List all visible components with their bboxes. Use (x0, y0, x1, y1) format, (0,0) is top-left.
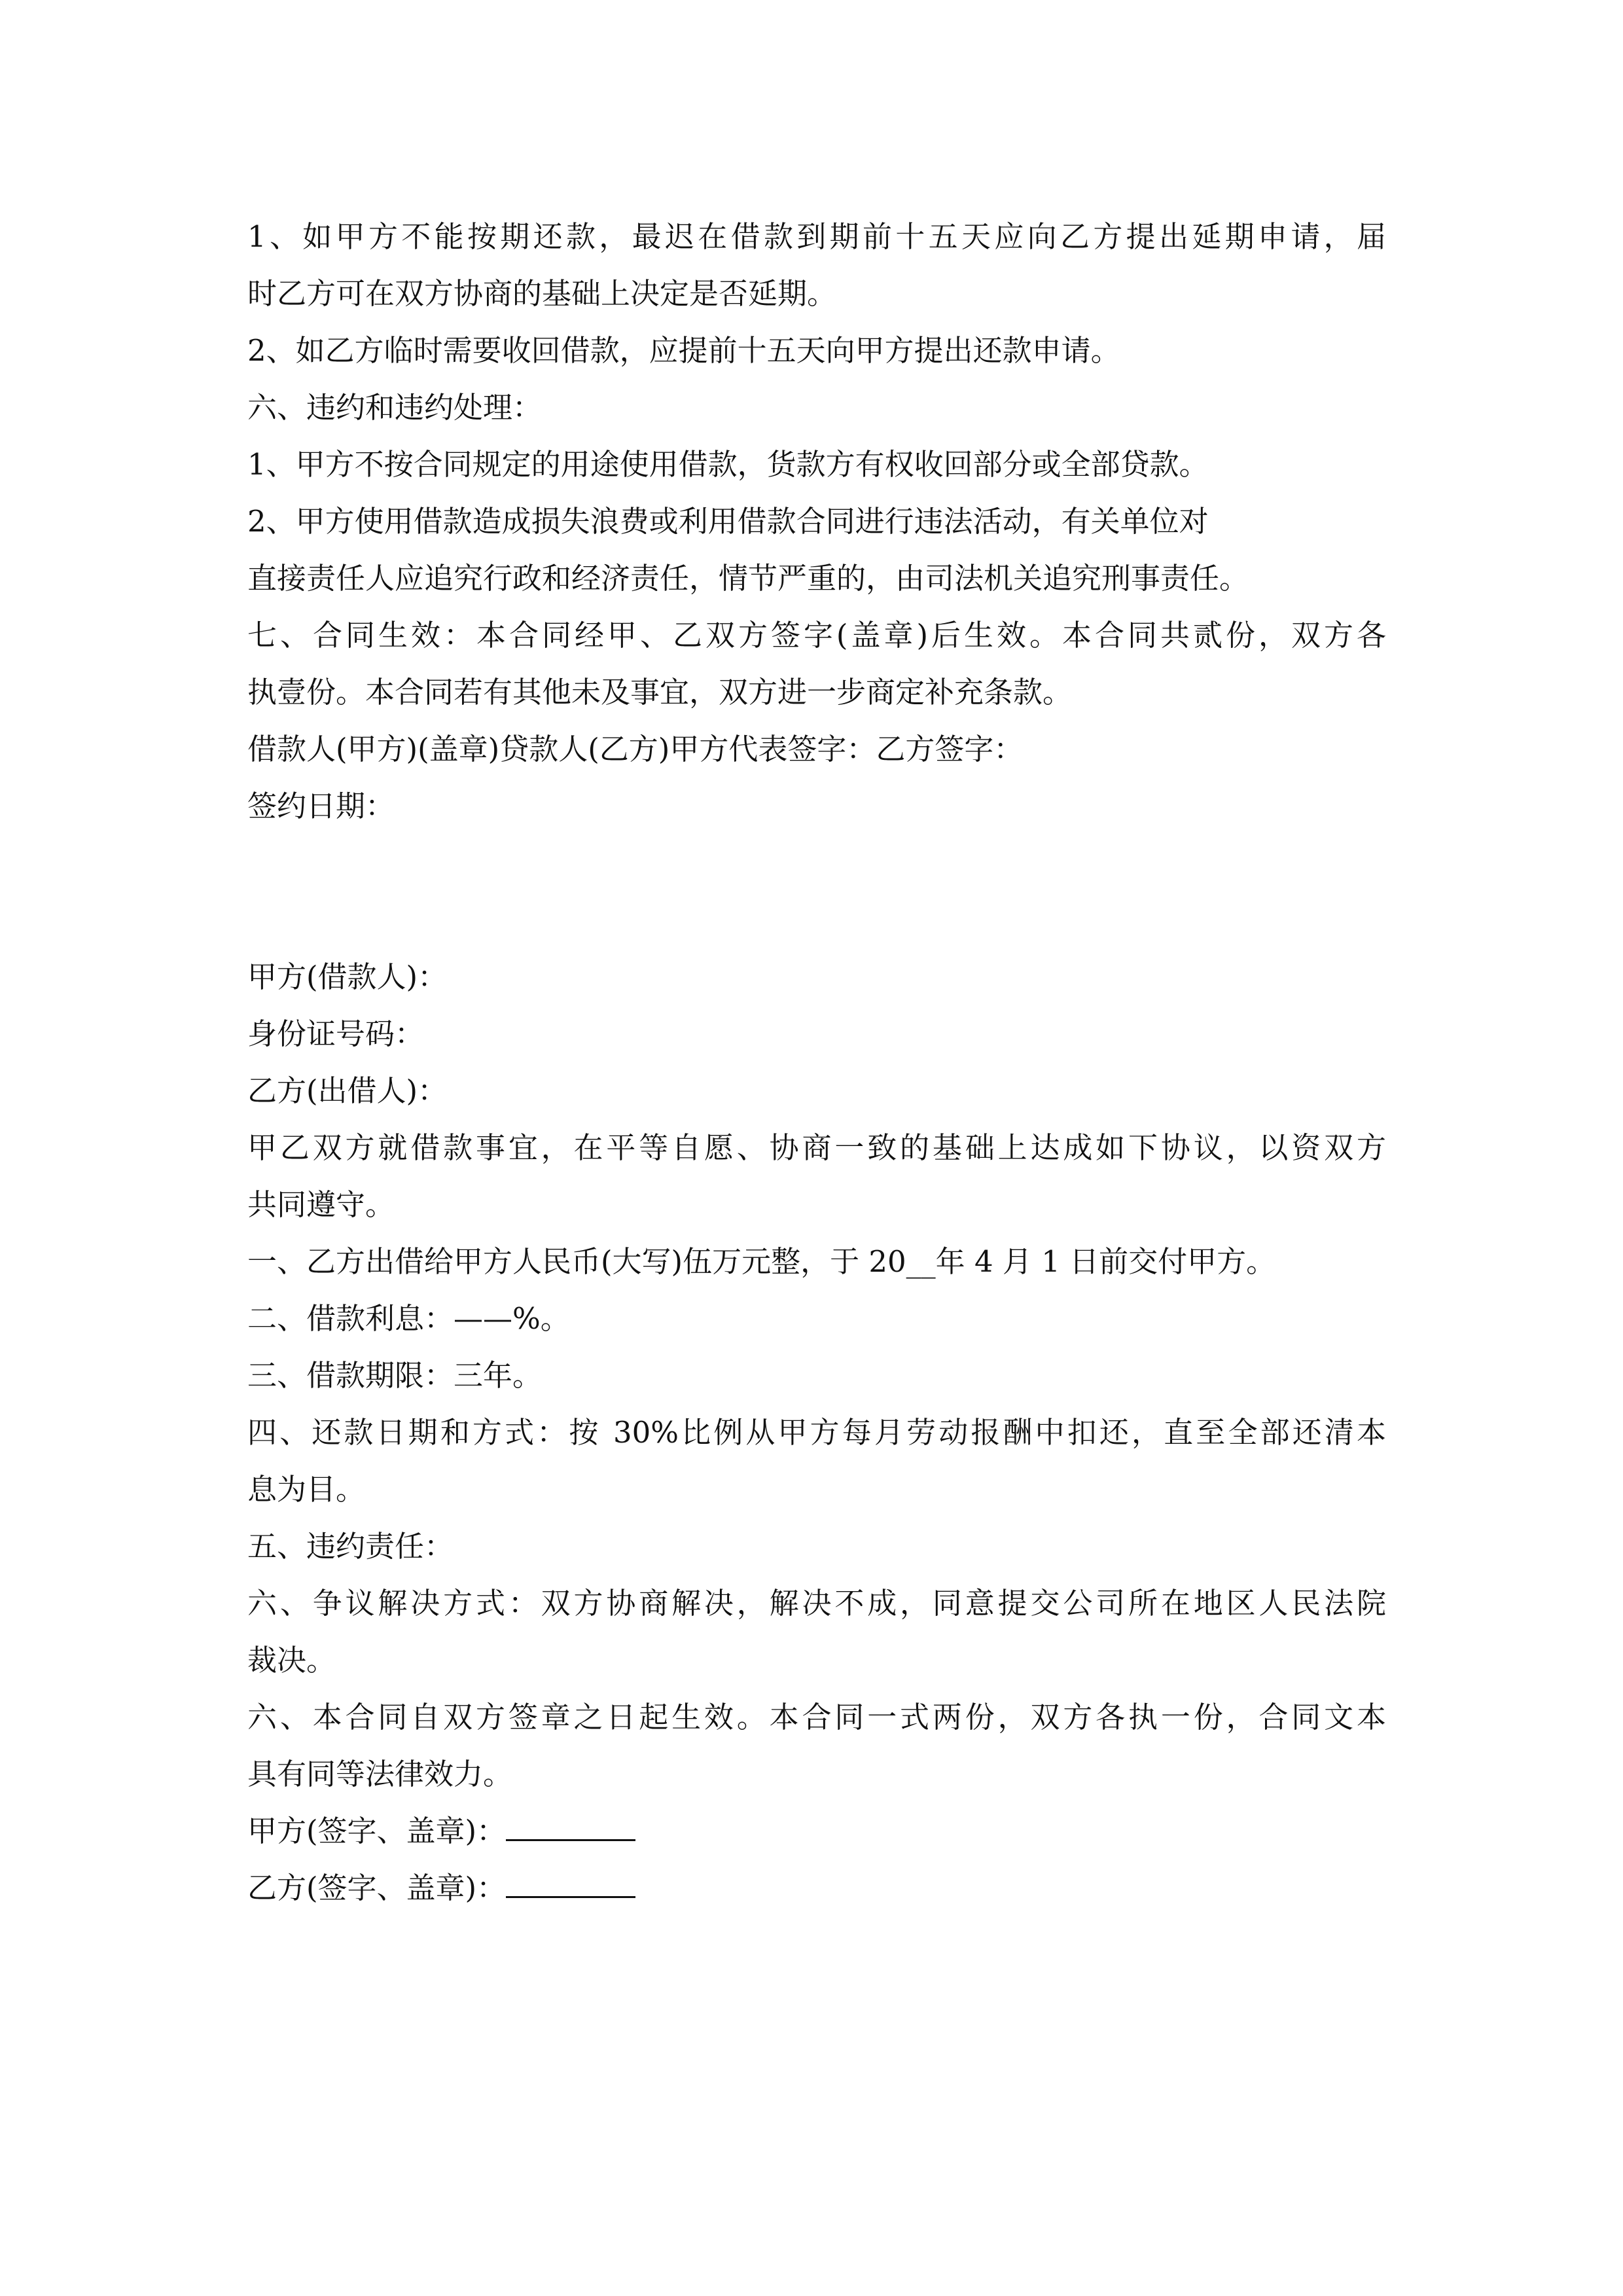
clause-loan-amount (247, 1233, 1386, 1290)
clause-term (247, 1347, 1386, 1404)
text-line: 甲乙双方就借款事宜，在平等自愿、协商一致的基础上达成如下协议，以资双方 (247, 1130, 1386, 1165)
clause-effectiveness (247, 1689, 1386, 1803)
clause-dispute (247, 1575, 1386, 1689)
field-party-a (247, 948, 1386, 1005)
contract-body (247, 208, 1386, 1916)
signature-party-b (247, 1859, 1386, 1916)
signature-label: 甲方(签字、盖章)： (247, 1814, 507, 1848)
paragraph-liability (247, 493, 1386, 607)
signature-label: 乙方(签字、盖章)： (247, 1871, 507, 1905)
field-id-number (247, 1005, 1386, 1062)
signature-blank-line[interactable] (506, 1865, 635, 1898)
paragraph-agreement (247, 1119, 1386, 1233)
section-gap (247, 834, 1386, 948)
text-line: 具有同等法律效力。 (247, 1757, 513, 1791)
text-line: 签约日期： (247, 789, 395, 823)
text-line: 七、合同生效：本合同经甲、乙双方签字(盖章)后生效。本合同共贰份，双方各 (247, 618, 1386, 653)
text-line: 五、违约责任： (247, 1529, 454, 1564)
text-line: 时乙方可在双方协商的基础上决定是否延期。 (247, 276, 837, 311)
paragraph-sign-date (247, 778, 1386, 834)
paragraph-effective (247, 607, 1386, 721)
text-line: 执壹份。本合同若有其他未及事宜，双方进一步商定补充条款。 (247, 675, 1073, 709)
text-line: 乙方(出借人)： (247, 1073, 448, 1108)
paragraph-recall-loan (247, 322, 1386, 379)
paragraph-signatories (247, 721, 1386, 778)
text-line: 息为目。 (247, 1472, 366, 1507)
text-line: 1、甲方不按合同规定的用途使用借款，货款方有权收回部分或全部贷款。 (247, 447, 1209, 482)
text-line: 六、争议解决方式：双方协商解决，解决不成，同意提交公司所在地区人民法院 (247, 1586, 1386, 1621)
text-line: 直接责任人应追究行政和经济责任，情节严重的，由司法机关追究刑事责任。 (247, 561, 1249, 596)
text-line: 2、甲方使用借款造成损失浪费或利用借款合同进行违法活动，有关单位对 (247, 504, 1209, 539)
clause-repayment (247, 1404, 1386, 1518)
text-line: 四、还款日期和方式：按 30%比例从甲方每月劳动报酬中扣还，直至全部还清本 (247, 1415, 1386, 1450)
text-line: 一、乙方出借给甲方人民币(大写)伍万元整，于 20__年 4 月 1 日前交付甲方。 (247, 1244, 1276, 1279)
text-line: 裁决。 (247, 1643, 336, 1677)
text-line: 1、如甲方不能按期还款，最迟在借款到期前十五天应向乙方提出延期申请，届 (247, 219, 1386, 254)
text-line: 六、本合同自双方签章之日起生效。本合同一式两份，双方各执一份，合同文本 (247, 1700, 1386, 1734)
clause-breach (247, 1518, 1386, 1575)
text-line: 三、借款期限：三年。 (247, 1358, 543, 1393)
text-line: 二、借款利息：——%。 (247, 1301, 570, 1336)
clause-interest (247, 1290, 1386, 1347)
field-party-b (247, 1062, 1386, 1119)
text-line: 六、违约和违约处理： (247, 390, 543, 425)
text-line: 共同遵守。 (247, 1187, 395, 1222)
signature-party-a (247, 1803, 1386, 1859)
text-line: 甲方(借款人)： (247, 960, 448, 994)
text-line: 借款人(甲方)(盖章)贷款人(乙方)甲方代表签字：乙方签字： (247, 732, 1024, 766)
text-line: 2、如乙方临时需要收回借款，应提前十五天向甲方提出还款申请。 (247, 333, 1120, 368)
text-line: 身份证号码： (247, 1016, 425, 1051)
paragraph-extension-request (247, 208, 1386, 322)
paragraph-misuse (247, 436, 1386, 493)
signature-blank-line[interactable] (506, 1808, 635, 1841)
heading-breach-handling (247, 379, 1386, 436)
